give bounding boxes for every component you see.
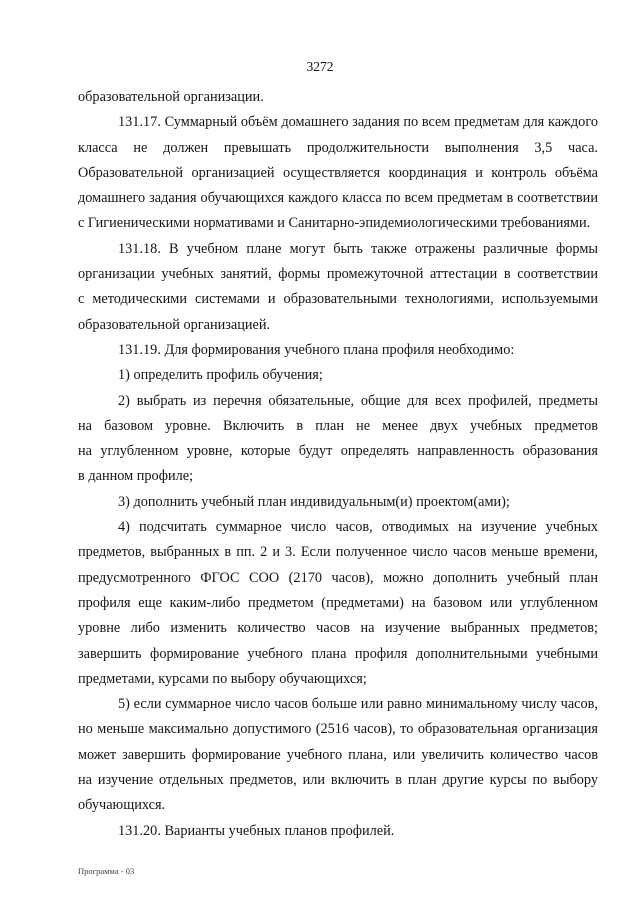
text-line: может завершить формирование учебного плана, или увеличить количество часов — [78, 746, 598, 763]
text-line: завершить формирование учебного плана профиля дополнительными учебными — [78, 645, 598, 662]
text-line: образовательной организацией. — [78, 316, 271, 333]
text-line: 131.19. Для формирования учебного плана профиля необходимо: — [118, 341, 515, 358]
text-line: организации учебных занятий, формы промежуточной аттестации в соответствии — [78, 266, 598, 283]
text-line: 131.17. Суммарный объём домашнего задания по всем предметам для каждого — [118, 114, 598, 131]
text-line: на базовом уровне. Включить в план не менее двух учебных предметов — [78, 417, 598, 434]
text-line: в данном профиле; — [78, 468, 194, 485]
text-line: предметов, выбранных в пп. 2 и 3. Если полученное число часов меньше времени, — [78, 544, 598, 561]
text-line: 5) если суммарное число часов больше или равно минимальному числу часов, — [118, 696, 598, 713]
text-line: 4) подсчитать суммарное число часов, отводимых на изучение учебных — [118, 519, 598, 536]
text-line: 131.18. В учебном плане могут быть также отражены различные формы — [118, 240, 598, 257]
footer-note: Программа - 03 — [78, 866, 135, 876]
text-line: с Гигиеническими нормативами и Санитарно-эпидемиологическими требованиями. — [78, 215, 591, 232]
text-line: домашнего задания обучающихся каждого класса по всем предметам в соответствии — [78, 190, 598, 207]
text-line: уровне либо изменить количество часов на изучение выбранных предметов; — [78, 620, 598, 637]
text-line: 3) дополнить учебный план индивидуальным(и) проектом(ами); — [118, 493, 510, 510]
text-line: образовательной организации. — [78, 89, 264, 105]
text-line: но меньше максимально допустимого (2516 часов), то образовательная организация — [78, 721, 598, 738]
text-line: предметами, курсами по выбору обучающихся; — [78, 670, 367, 687]
text-line: 2) выбрать из перечня обязательные, общие для всех профилей, предметы — [118, 392, 598, 409]
text-line: на углубленном уровне, которые будут определять направленность образования — [78, 443, 598, 460]
text-line: 1) определить профиль обучения; — [118, 367, 323, 384]
text-line: на изучение отдельных предметов, или включить в план другие курсы по выбору — [78, 772, 598, 789]
text-line: обучающихся. — [78, 797, 166, 814]
text-line: предусмотренного ФГОС СОО (2170 часов), можно дополнить учебный план — [78, 569, 598, 586]
document-body — [78, 85, 598, 844]
text-line: Образовательной организацией осуществляется координация и контроль объёма — [78, 164, 598, 181]
text-line: с методическими системами и образовательными технологиями, используемыми — [78, 291, 598, 308]
text-line: 131.20. Варианты учебных планов профилей. — [118, 822, 395, 839]
text-line: класса не должен превышать продолжительности выполнения 3,5 часа. — [78, 139, 598, 156]
page-number: 3272 — [306, 59, 334, 74]
text-line: профиля еще каким-либо предметом (предметами) на базовом или углубленном — [78, 594, 598, 611]
